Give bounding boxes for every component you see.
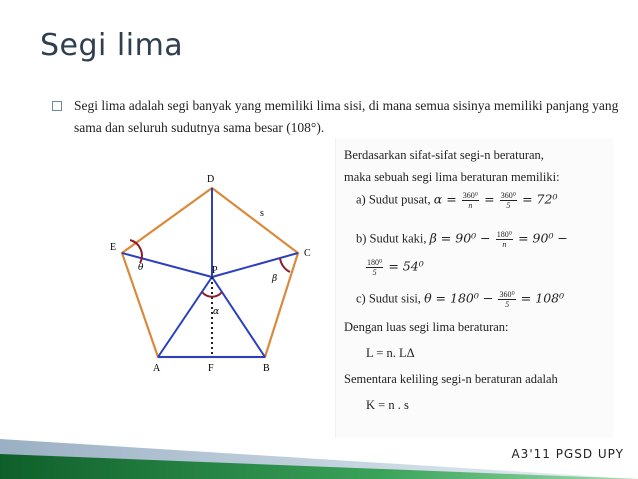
- footer-credit: A3'11 PGSD UPY: [511, 447, 624, 461]
- definition-bullet: [52, 95, 622, 139]
- label-alpha: α: [213, 307, 220, 317]
- property-b-frac2: $\frac{\text{180⁰}}{5}$: [367, 258, 383, 277]
- property-a-frac2: $\frac{\text{360⁰}}{5}$: [500, 191, 516, 210]
- property-b-mid: = 90⁰ −: [518, 230, 568, 246]
- intro-line-2: maka sebuah segi lima beraturan memiliki:: [344, 170, 560, 184]
- label-beta: β: [272, 274, 278, 284]
- property-b-label: b) Sudut kaki,: [356, 231, 427, 246]
- area-formula: L = n. LΔ: [366, 346, 415, 360]
- page-title: Segi lima: [40, 28, 184, 63]
- property-c: [356, 290, 564, 309]
- pentagon-diagram: [100, 160, 330, 380]
- property-a-symbol: α =: [433, 191, 457, 207]
- label-s: s: [260, 208, 264, 219]
- footer-wedge: [0, 399, 638, 479]
- definition-text: Segi lima adalah segi banyak yang memiliki lima sisi, di mana semua sisinya memiliki panjang yang sama dan seluruh sudutnya sama besar (108°).: [74, 98, 619, 135]
- beta-arc: [280, 258, 290, 272]
- property-a-label: a) Sudut pusat,: [356, 192, 431, 207]
- label-E: E: [110, 242, 117, 253]
- properties-panel: [335, 138, 614, 438]
- label-theta: θ: [138, 263, 144, 273]
- label-P: P: [212, 265, 218, 276]
- label-A: A: [153, 363, 161, 374]
- intro-line-1: Berdasarkan sifat-sifat segi-n beraturan,: [344, 148, 544, 162]
- pentagon-outline: [122, 188, 298, 357]
- property-b-cont: [364, 258, 424, 277]
- property-b-symbol: β = 90⁰ −: [429, 230, 491, 246]
- label-B: B: [263, 363, 270, 374]
- label-C: C: [304, 248, 311, 259]
- label-D: D: [207, 174, 215, 185]
- property-a-result: = 72⁰: [522, 191, 558, 207]
- property-b-result: = 54⁰: [388, 258, 424, 274]
- perimeter-formula: K = n . s: [366, 398, 409, 412]
- property-a: a) Sudut pusat, α = $\frac{\text{360⁰}}{n}$ = $\frac{\text{360⁰}}{5}$ = 72⁰: [356, 191, 558, 210]
- bullet-square-icon: [52, 101, 62, 111]
- property-b: [356, 230, 568, 249]
- pentagon-figure: [100, 160, 330, 380]
- property-c-symbol: θ = 180⁰ −: [424, 290, 494, 306]
- property-c-frac1: $\frac{\text{360⁰}}{5}$: [499, 290, 515, 309]
- perimeter-intro: Sementara keliling segi-n beraturan adalah: [344, 372, 558, 386]
- label-F: F: [208, 363, 214, 374]
- theta-arc: [130, 240, 142, 263]
- property-b-frac1: $\frac{\text{180⁰}}{n}$: [496, 230, 512, 249]
- property-a-frac1: $\frac{\text{360⁰}}{n}$: [462, 191, 479, 210]
- property-c-result: = 108⁰: [520, 290, 565, 306]
- property-c-label: c) Sudut sisi,: [356, 291, 421, 306]
- area-intro: Dengan luas segi lima beraturan:: [344, 320, 509, 334]
